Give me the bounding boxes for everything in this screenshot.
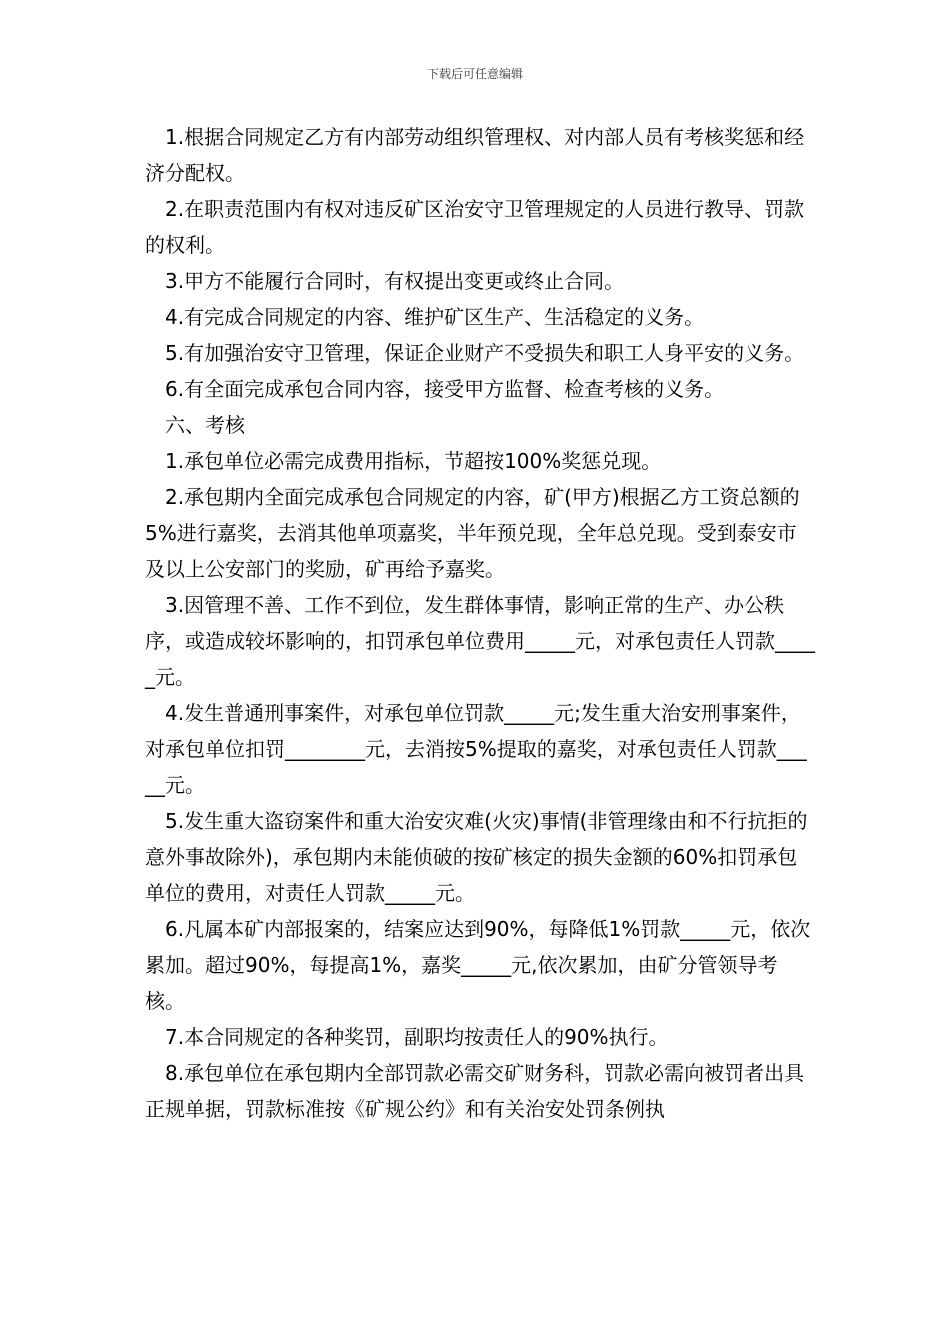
- paragraph: 1.根据合同规定乙方有内部劳动组织管理权、对内部人员有考核奖惩和经济分配权。: [145, 125, 805, 185]
- paragraph: 2.承包期内全面完成承包合同规定的内容，矿(甲方)根据乙方工资总额的5%进行嘉奖，去消其他单项嘉奖，半年预兑现，全年总兑现。受到泰安市及以上公安部门的奖励，矿再给予嘉奖。: [145, 485, 800, 581]
- paragraph: 7.本合同规定的各种奖罚，副职均按责任人的90%执行。: [165, 1025, 669, 1049]
- paragraph: 3.甲方不能履行合同时，有权提出变更或终止合同。: [165, 269, 625, 293]
- paragraph: 6.凡属本矿内部报案的，结案应达到90%，每降低1%罚款_____元，依次累加。超过90%，每提高1%，嘉奖_____元,依次累加，由矿分管领导考核。: [145, 917, 811, 1013]
- paragraph: 4.发生普通刑事案件，对承包单位罚款_____元;发生重大治安刑事案件，对承包单位扣罚________元，去消按5%提取的嘉奖，对承包责任人罚款_____元。: [145, 701, 807, 797]
- section-heading: 六、考核: [165, 413, 245, 437]
- paragraph: 4.有完成合同规定的内容、维护矿区生产、生活稳定的义务。: [165, 305, 705, 329]
- paragraph: 1.承包单位必需完成费用指标，节超按100%奖惩兑现。: [165, 449, 662, 473]
- paragraph: 8.承包单位在承包期内全部罚款必需交矿财务科，罚款必需向被罚者出具正规单据，罚款标准按《矿规公约》和有关治安处罚条例执: [145, 1061, 805, 1121]
- paragraph: 2.在职责范围内有权对违反矿区治安守卫管理规定的人员进行教导、罚款的权利。: [145, 197, 805, 257]
- document-body: [145, 119, 815, 1127]
- page-header: 下载后可任意编辑: [426, 67, 523, 81]
- paragraph: 5.发生重大盗窃案件和重大治安灾难(火灾)事情(非管理缘由和不行抗拒的意外事故除外)，承包期内未能侦破的按矿核定的损失金额的60%扣罚承包单位的费用，对责任人罚款_____元。: [145, 809, 808, 905]
- paragraph: 6.有全面完成承包合同内容，接受甲方监督、检查考核的义务。: [165, 377, 725, 401]
- paragraph: 3.因管理不善、工作不到位，发生群体事情，影响正常的生产、办公秩序，或造成较坏影响的，扣罚承包单位费用_____元，对承包责任人罚款_____元。: [145, 593, 815, 689]
- paragraph: 5.有加强治安守卫管理，保证企业财产不受损失和职工人身平安的义务。: [165, 341, 805, 365]
